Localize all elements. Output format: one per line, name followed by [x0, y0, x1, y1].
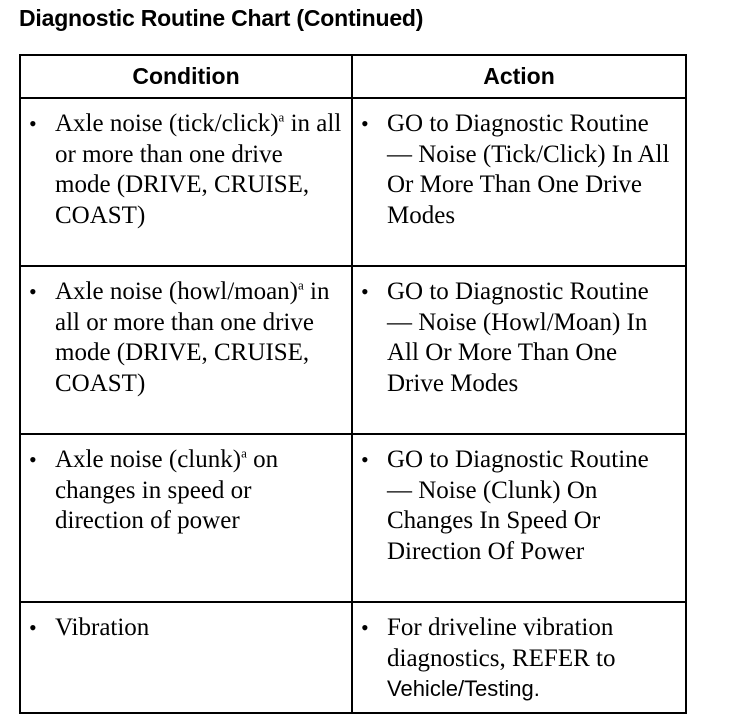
condition-text-cont: on changes in speed or direction of power	[55, 446, 279, 534]
bullet-icon: •	[361, 111, 369, 136]
condition-item	[29, 277, 343, 399]
condition-item	[29, 109, 343, 231]
action-text: GO to Diagnostic Routine — Noise (Howl/Moan) In All Or More Than One Drive Modes	[387, 278, 649, 397]
page-title: Diagnostic Routine Chart (Continued)	[19, 5, 424, 31]
footnote-marker: a	[278, 109, 285, 125]
table-row	[20, 602, 686, 713]
condition-text-cont: in all or more than one drive mode (DRIVE, CRUISE, COAST)	[55, 110, 342, 229]
table-row	[20, 98, 686, 266]
action-item	[361, 445, 677, 567]
condition-item	[29, 445, 343, 537]
action-header: Action	[352, 55, 686, 98]
header-row	[20, 55, 686, 98]
table-row	[20, 266, 686, 434]
action-cell	[352, 602, 686, 713]
action-cell	[352, 98, 686, 266]
reference-link[interactable]: Vehicle/Testing.	[387, 676, 540, 701]
bullet-icon: •	[361, 447, 369, 472]
bullet-icon: •	[361, 279, 369, 304]
action-cell	[352, 434, 686, 602]
bullet-icon: •	[361, 615, 369, 640]
bullet-icon: •	[29, 447, 37, 472]
bullet-icon: •	[29, 615, 37, 640]
condition-cell	[20, 602, 352, 713]
table-row	[20, 434, 686, 602]
condition-text-cont: in all or more than one drive mode (DRIVE, CRUISE, COAST)	[55, 278, 330, 397]
action-item	[361, 109, 677, 231]
action-text: GO to Diagnostic Routine — Noise (Clunk) On Changes In Speed Or Direction Of Power	[387, 446, 649, 565]
action-item	[361, 613, 677, 705]
condition-text: Axle noise (tick/click)	[55, 110, 279, 137]
condition-cell	[20, 98, 352, 266]
condition-text: Vibration	[55, 614, 150, 641]
diagnostic-chart	[19, 54, 687, 714]
footnote-marker: a	[298, 277, 304, 293]
bullet-icon: •	[29, 111, 37, 136]
condition-item	[29, 613, 343, 644]
action-item	[361, 277, 677, 399]
condition-text: Axle noise (clunk)	[55, 446, 242, 473]
action-text: GO to Diagnostic Routine — Noise (Tick/Click) In All Or More Than One Drive Modes	[387, 110, 670, 229]
condition-cell	[20, 266, 352, 434]
footnote-marker: a	[241, 445, 247, 461]
action-text: For driveline vibration diagnostics, REFER to	[387, 614, 616, 672]
condition-header: Condition	[20, 55, 352, 98]
condition-cell	[20, 434, 352, 602]
bullet-icon: •	[29, 279, 37, 304]
condition-text: Axle noise (howl/moan)	[55, 278, 299, 305]
action-cell	[352, 266, 686, 434]
